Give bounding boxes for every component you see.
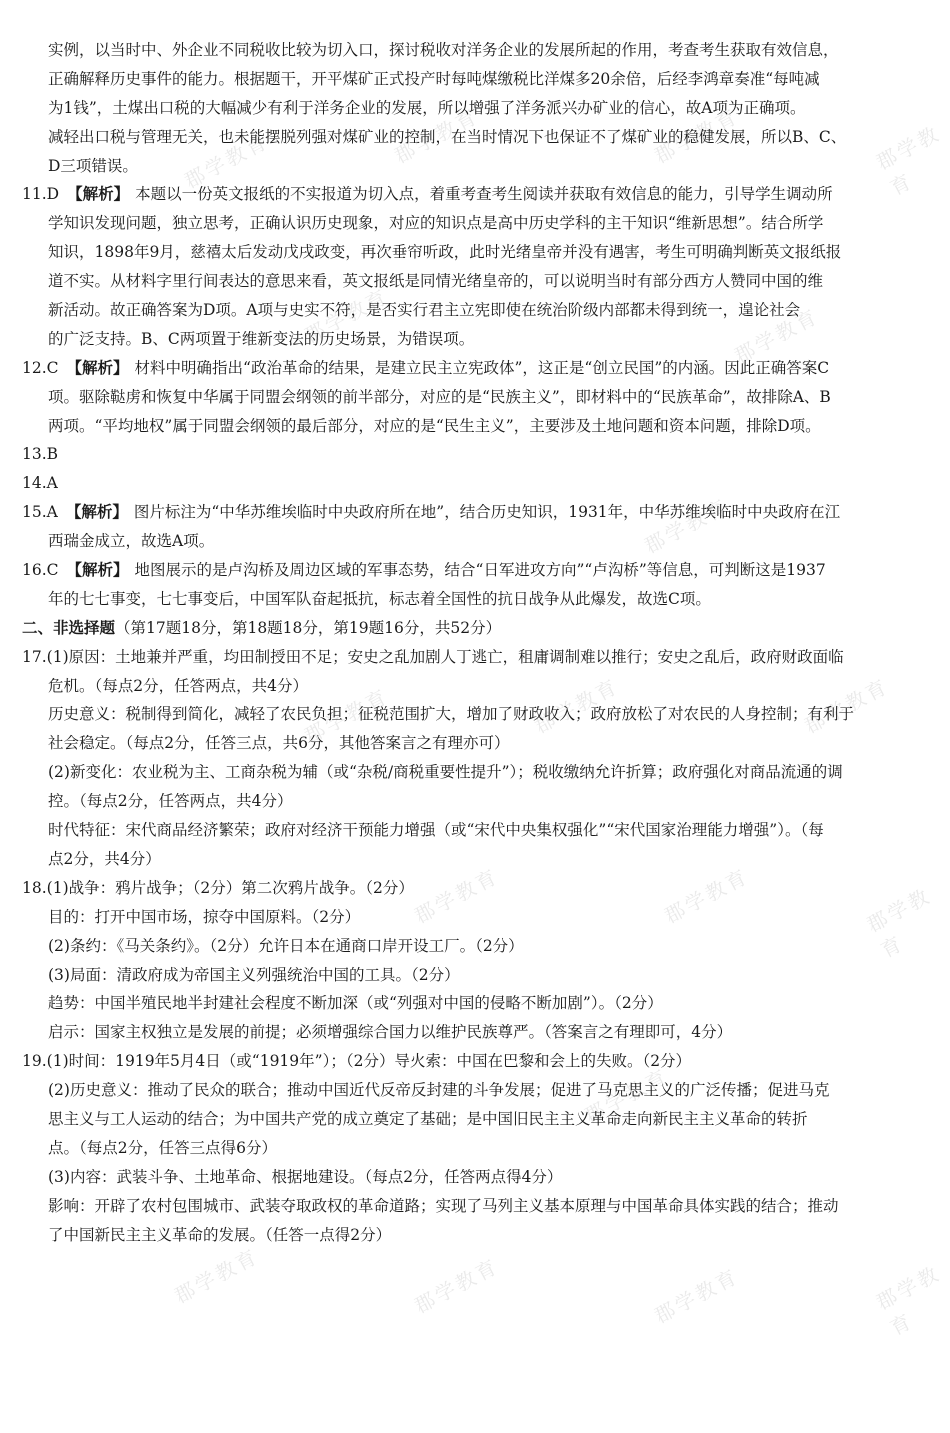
watermark: 郡学教育	[300, 683, 393, 749]
question-13	[22, 440, 934, 469]
text-line: 点。（每点2分，任答三点得6分）	[48, 1138, 277, 1157]
watermark: 郡学教育	[872, 120, 945, 201]
answer-letter: C	[46, 561, 59, 580]
watermark: 郡学教育	[640, 493, 733, 559]
answer-letter: C	[46, 358, 59, 377]
text-line: 新活动。故正确答案为D项。A项与史实不符，是否实行君主立宪即使在统治阶级内部都未得到统一，遑论社会	[48, 301, 801, 320]
text-line: (1)时间：1919年5月4日（或“1919年”）；（2分）导火索：中国在巴黎和会上的失败。（2分）	[46, 1052, 692, 1071]
watermark: 郡学教育	[730, 303, 823, 369]
question-11	[22, 180, 934, 353]
text-line: 减轻出口税与管理无关，也未能摆脱列强对煤矿业的控制，在当时情况下也保证不了煤矿业的稳健发展，所以B、C、	[48, 127, 847, 146]
question-number: 11.	[22, 185, 47, 204]
watermark: 郡学教育	[650, 1263, 743, 1329]
text-line: 点2分，共4分）	[48, 849, 161, 868]
text-line: 了中国新民主主义革命的发展。（任答一点得2分）	[48, 1225, 392, 1244]
question-16-first-line	[22, 556, 934, 585]
text-line: 趋势：中国半殖民地半封建社会程度不断加深（或“列强对中国的侵略不断加剧”）。（2分）	[48, 994, 663, 1013]
text-line: 图片标注为“中华苏维埃临时中央政府所在地”，结合历史知识，1931年，中华苏维埃临时中央政府在江	[133, 503, 841, 522]
question-number: 17.	[22, 647, 47, 666]
text-line: 社会稳定。（每点2分，任答三点，共6分，其他答案言之有理亦可）	[48, 734, 510, 753]
text-line: 年的七七事变，七七事变后，中国军队奋起抵抗，标志着全国性的抗日战争从此爆发，故选C项。	[48, 589, 711, 608]
question-number: 14.	[22, 474, 47, 493]
watermark: 郡学教育	[650, 103, 743, 169]
text-line: 材料中明确指出“政治革命的结果，是建立民主立宪政体”，这正是“创立民国”的内涵。因此正确答案C	[134, 358, 830, 377]
watermark: 郡学教育	[580, 1063, 673, 1129]
question-number: 13.	[22, 445, 47, 464]
question-12-first-line	[22, 354, 934, 383]
watermark: 郡学教育	[410, 863, 503, 929]
text-line: 实例，以当时中、外企业不同税收比较为切入口，探讨税收对洋务企业的发展所起的作用，考查考生获取有效信息，	[48, 41, 839, 59]
text-line: 时代特征：宋代商品经济繁荣；政府对经济干预能力增强（或“宋代中央集权强化”“宋代国家治理能力增强”）。（每	[48, 821, 824, 840]
analysis-tag: 【解析】	[67, 184, 130, 204]
intro-block	[22, 36, 934, 180]
analysis-tag: 【解析】	[66, 357, 129, 377]
text-line: 道不实。从材料字里行间表达的意思来看，英文报纸是同情光绪皇帝的，可以说明当时有部分西方人赞同中国的维	[48, 272, 824, 291]
text-line: 正确解释历史事件的能力。根据题干，开平煤矿正式投产时每吨煤缴税比洋煤多20余倍，后经李鸿章奏准“每吨减	[48, 69, 820, 88]
text-line: (1)原因：土地兼并严重，均田制授田不足；安史之乱加剧人丁逃亡，租庸调制难以推行；安史之乱后，政府财政面临	[46, 647, 844, 666]
answer-letter: B	[46, 445, 59, 464]
text-line: 学知识发现问题，独立思考，正确认识历史现象，对应的知识点是高中历史学科的主干知识“维新思想”。结合所学	[48, 214, 824, 233]
question-12	[22, 354, 934, 441]
text-line: 控。（每点2分，任答两点，共4分）	[48, 792, 293, 811]
text-line: 启示：国家主权独立是发展的前提；必须增强综合国力以维护民族尊严。（答案言之有理即可，4分）	[48, 1023, 733, 1042]
question-14	[22, 469, 934, 498]
text-line: (3)局面：清政府成为帝国主义列强统治中国的工具。（2分）	[48, 965, 460, 984]
question-number: 15.	[22, 503, 47, 522]
question-17-first-line	[22, 643, 934, 672]
text-line: (2)历史意义：推动了民众的联合；推动中国近代反帝反封建的斗争发展；促进了马克思主义的广泛传播；促进马克	[48, 1081, 830, 1100]
watermark: 郡学教育	[862, 883, 936, 963]
answer-letter: D	[46, 185, 60, 204]
watermark: 郡学教育	[170, 1243, 263, 1309]
watermark: 郡学教育	[800, 673, 893, 739]
text-line: 危机。（每点2分，任答两点，共4分）	[48, 676, 308, 695]
question-19	[22, 1047, 934, 1249]
question-number: 18.	[22, 878, 47, 897]
watermark: 郡学教育	[410, 1253, 503, 1319]
answer-letter: A	[46, 503, 58, 522]
question-18	[22, 874, 934, 1047]
text-line: 历史意义：税制得到简化，减轻了农民负担；征税范围扩大，增加了财政收入；政府放松了对农民的人身控制；有利于	[48, 705, 855, 724]
watermark: 郡学教育	[530, 673, 623, 739]
text-line: D三项错误。	[48, 156, 138, 175]
text-line: 地图展示的是卢沟桥及周边区域的军事态势，结合“日军进攻方向”“卢沟桥”等信息，可判断这是1937	[134, 561, 826, 580]
question-11-first-line	[22, 180, 934, 209]
section-heading	[22, 614, 934, 643]
watermark: 郡学教育	[180, 128, 273, 194]
text-line: 项。驱除鞑虏和恢复中华属于同盟会纲领的前半部分，对应的是“民族主义”，即材料中的“民族革命”，故排除A、B	[48, 387, 831, 406]
question-17	[22, 643, 934, 874]
watermark: 郡学教育	[660, 863, 753, 929]
question-number: 12.	[22, 358, 47, 377]
text-line: 西瑞金成立，故选A项。	[48, 532, 215, 551]
question-number: 19.	[22, 1052, 47, 1071]
text-line: 目的：打开中国市场，掠夺中国原料。（2分）	[48, 907, 361, 926]
text-line: 影响：开辟了农村包围城市、武装夺取政权的革命道路；实现了马列主义基本原理与中国革命具体实践的结合；推动	[48, 1196, 839, 1215]
text-line: (1)战争：鸦片战争；（2分）第二次鸦片战争。（2分）	[46, 878, 414, 897]
question-number: 16.	[22, 561, 47, 580]
question-19-first-line	[22, 1047, 934, 1076]
section-title: 二、非选择题	[22, 617, 116, 637]
watermark: 郡学教育	[300, 283, 393, 349]
text-line: 知识，1898年9月，慈禧太后发动戊戌政变，再次垂帘听政，此时光绪皇帝并没有遇害，考生可明确判断英文报纸报	[48, 243, 842, 262]
question-15-first-line	[22, 498, 934, 527]
text-line: (3)内容：武装斗争、土地革命、根据地建设。（每点2分，任答两点得4分）	[48, 1167, 563, 1186]
answer-letter: A	[46, 474, 58, 493]
question-16	[22, 556, 934, 614]
section-note: （第17题18分，第18题18分，第19题16分，共52分）	[115, 618, 502, 637]
watermark: 郡学教育	[390, 103, 483, 169]
question-15	[22, 498, 934, 556]
text-line: (2)新变化：农业税为主、工商杂税为辅（或“杂税/商税重要性提升”）；税收缴纳允许折算；政府强化对商品流通的调	[48, 763, 843, 782]
text-line: 为1钱”，土煤出口税的大幅减少有利于洋务企业的发展，所以增强了洋务派兴办矿业的信心，故A项为正确项。	[48, 98, 806, 117]
text-line: (2)条约：《马关条约》。（2分）允许日本在通商口岸开设工厂。（2分）	[48, 936, 524, 955]
text-line: 本题以一份英文报纸的不实报道为切入点，着重考查考生阅读并获取有效信息的能力，引导学生调动所	[135, 185, 833, 204]
question-18-first-line	[22, 874, 934, 903]
answer-content	[22, 36, 934, 1249]
text-line: 两项。“平均地权”属于同盟会纲领的最后部分，对应的是“民生主义”，主要涉及土地问题和资本问题，排除D项。	[48, 416, 821, 435]
analysis-tag: 【解析】	[65, 502, 128, 522]
analysis-tag: 【解析】	[66, 560, 129, 580]
text-line: 思主义与工人运动的结合；为中国共产党的成立奠定了基础；是中国旧民主主义革命走向新民主主义革命的转折	[48, 1109, 808, 1128]
text-line: 的广泛支持。B、C两项置于维新变法的历史场景，为错误项。	[48, 329, 475, 348]
watermark: 郡学教育	[872, 1260, 945, 1341]
